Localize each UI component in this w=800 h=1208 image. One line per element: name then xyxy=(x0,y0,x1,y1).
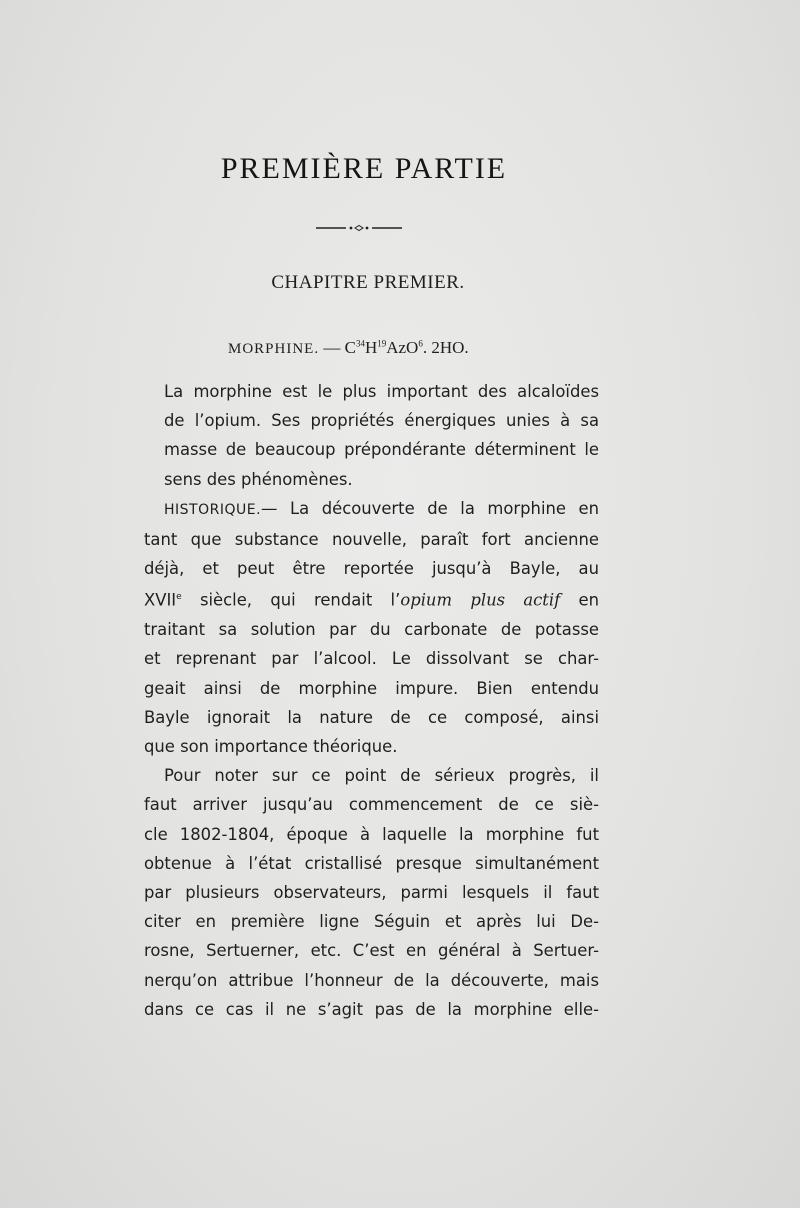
section-name: MORPHINE. xyxy=(228,341,320,357)
historique-heading: HISTORIQUE. xyxy=(164,501,262,518)
chapter-title: CHAPITRE PREMIER. xyxy=(271,272,465,293)
section-dash: — xyxy=(323,338,341,357)
ornament-rule-icon xyxy=(316,224,402,232)
paragraph-historique: HISTORIQUE.— La découverte de la morphine en tant que substance nouvelle, paraît fort ancienne déjà, et peut être reportée jusqu’à Bayle, au XVIIe siècle, qui rendait l’opium plus actif en traitant sa solution par du carbonate de potasse et reprenant par l’alcool. Le dissolvant se char- geait ainsi de morphine impure. Bien entendu Bayle ignorait la nature de ce composé, ainsi que son importance théorique. xyxy=(144,498,599,756)
body-text xyxy=(144,377,599,1024)
section-heading xyxy=(228,338,469,358)
paragraph-progres: Pour noter sur ce point de sérieux progrès, il faut arriver jusqu’au commencement de ce siè- cle 1802-1804, époque à laquelle la morphine fut obtenue à l’état cristallisé presque simultanément par plusieurs observateurs, parmi lesquels il faut citer en première ligne Séguin et après lui De- rosne, Sertuerner, etc. C’est en général à Sertuer- nerqu’on attribue l’honneur de la découverte, mais dans ce cas il ne s’agit pas de la morphine elle- xyxy=(144,766,599,1019)
chemical-formula: $C^{34}H^{19}AzO^6$. 2HO. xyxy=(344,338,469,357)
paragraph-intro: La morphine est le plus important des alcaloïdes de l’opium. Ses propriétés énergiques unies à sa masse de beaucoup prépondérante déterminent le sens des phénomènes. xyxy=(164,382,599,489)
part-title: PREMIÈRE PARTIE xyxy=(220,152,508,185)
